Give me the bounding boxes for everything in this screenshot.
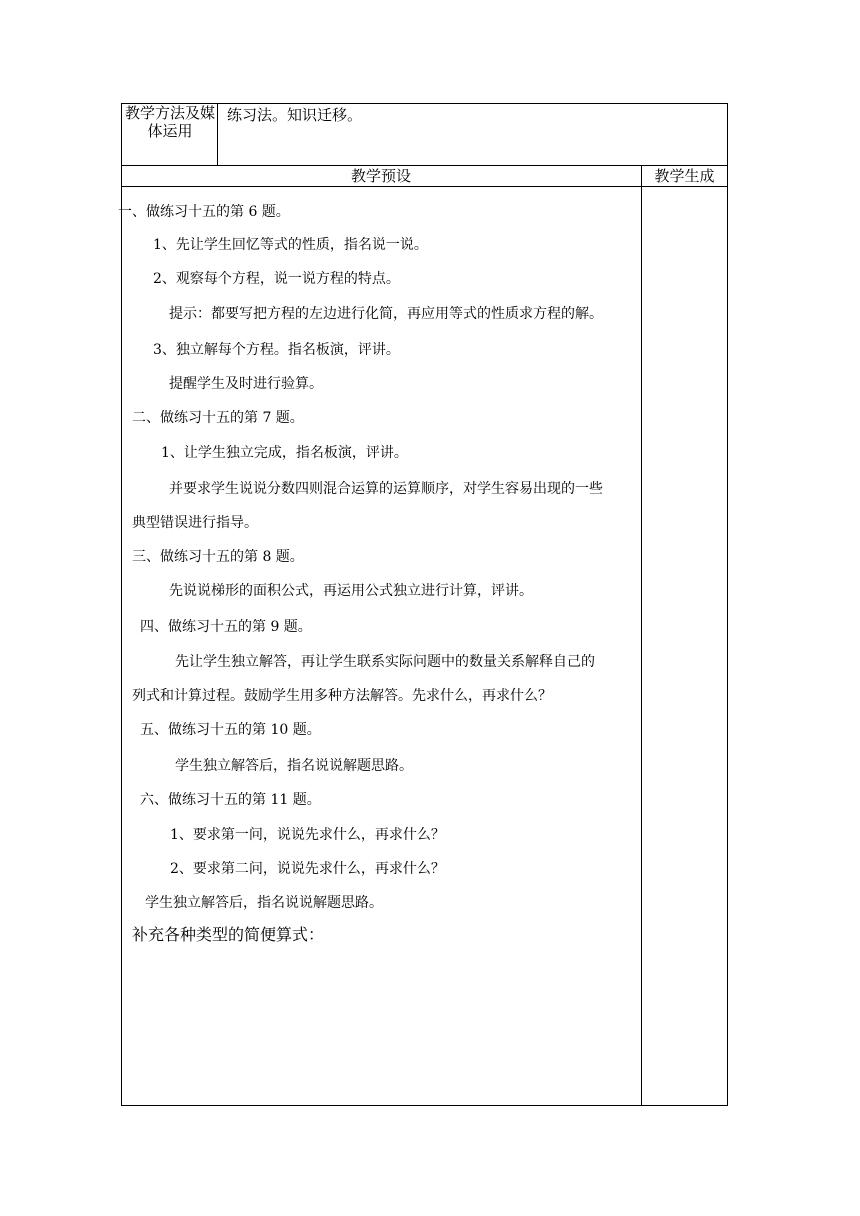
paragraph-line: 列式和计算过程。鼓励学生用多种方法解答。先求什么，再求什么？	[132, 688, 552, 704]
step-line: 1、先让学生回忆等式的性质，指名说一说。	[153, 237, 428, 253]
section-heading: 三、做练习十五的第 8 题。	[132, 549, 304, 565]
paragraph-line: 典型错误进行指导。	[132, 515, 258, 531]
paragraph-line: 先让学生独立解答，再让学生联系实际问题中的数量关系解释自己的	[175, 654, 595, 670]
paragraph-line: 学生独立解答后，指名说说解题思路。	[175, 758, 413, 774]
step-line: 3、独立解每个方程。指名板演，评讲。	[153, 342, 400, 358]
divider-generate-column	[641, 165, 642, 1106]
divider-method	[217, 103, 218, 166]
supplement-heading: 补充各种类型的简便算式：	[132, 925, 325, 944]
paragraph-line: 先说说梯形的面积公式，再运用公式独立进行计算，评讲。	[169, 583, 533, 599]
method-label: 教学方法及媒体运用	[124, 104, 215, 140]
generate-column-title: 教学生成	[654, 167, 715, 185]
preset-column-title: 教学预设	[350, 167, 411, 185]
section-heading: 五、做练习十五的第 10 题。	[140, 722, 321, 738]
section-heading: 一、做练习十五的第 6 题。	[118, 204, 290, 220]
section-heading: 六、做练习十五的第 11 题。	[140, 792, 321, 808]
step-line: 1、让学生独立完成，指名板演，评讲。	[161, 445, 408, 461]
step-line: 2、观察每个方程，说一说方程的特点。	[153, 271, 400, 287]
hint-line: 提示：都要写把方程的左边进行化简，再应用等式的性质求方程的解。	[169, 306, 603, 322]
step-line: 1、要求第一问，说说先求什么，再求什么？	[170, 827, 445, 843]
method-value: 练习法。知识迁移。	[227, 106, 363, 124]
paragraph-line: 学生独立解答后，指名说说解题思路。	[145, 895, 383, 911]
step-line: 2、要求第二问，说说先求什么，再求什么？	[170, 861, 445, 877]
section-heading: 四、做练习十五的第 9 题。	[140, 619, 312, 635]
section-heading: 二、做练习十五的第 7 题。	[132, 410, 304, 426]
divider-header-bottom	[121, 186, 728, 187]
divider-header-top	[121, 165, 728, 166]
note-line: 提醒学生及时进行验算。	[169, 376, 323, 392]
paragraph-line: 并要求学生说说分数四则混合运算的运算顺序，对学生容易出现的一些	[169, 481, 603, 497]
